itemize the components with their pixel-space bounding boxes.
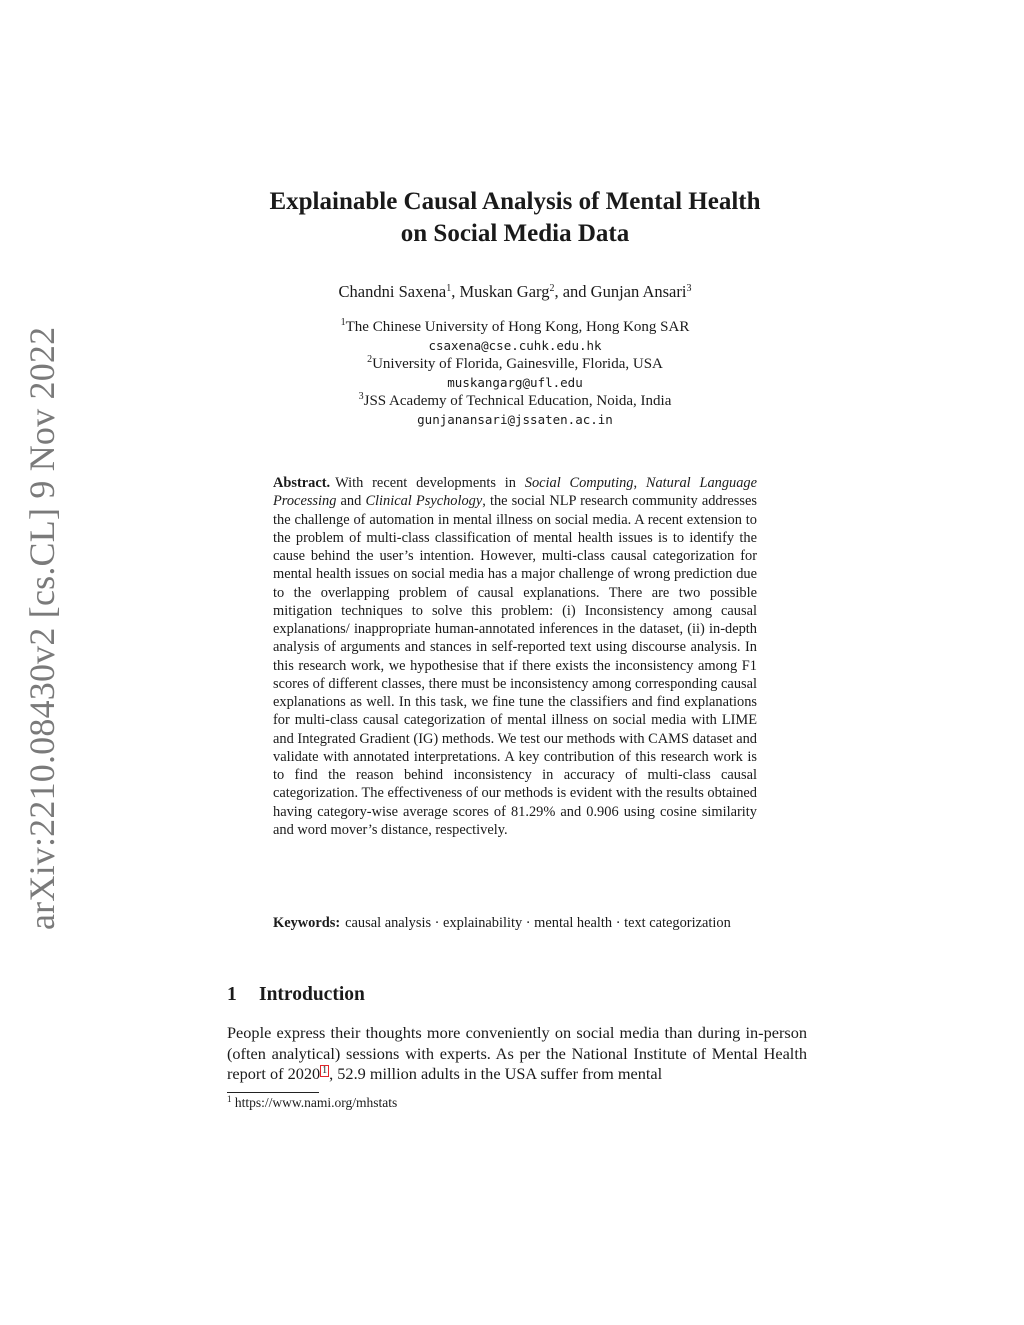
author-name: Chandni Saxena [338,282,447,301]
affiliation-name: JSS Academy of Technical Education, Noida, India [363,393,672,410]
abstract-text: , the social NLP research community addresses the challenge of automation in mental illness on social media. A recent extension to the problem of multi-class classification of mental health issues is to identify the cause behind the user’s intention. However, multi-class causal categorization for mental health issues on social media has a major challenge of wrong prediction due to the overlapping problem of causal explanations. There are two possible mitigation techniques to solve this problem: (i) Inconsistency among causal explanations/ inappropriate human-annotated inferences in the dataset, (ii) in-depth analysis of arguments and stances in self-reported text using discourse analysis. In this research work, we hypothesise that if there exists the inconsistency among F1 scores of different classes, there must be inconsistency among corresponding causal explanations as well. In this task, we fine tune the classifiers and find explanations for multi-class causal categorization of mental illness on social media with LIME and Integrated Gradient (IG) methods. We test our methods with CAMS dataset and validate with annotated interpretations. A key contribution of this research work is to find the reason behind inconsistency in accuracy of multi-class causal categorization. The effectiveness of our methods is evident with the results obtained having category-wise average scores of 81.29% and 0.906 using cosine similarity and word mover’s distance, respectively. [273,493,757,838]
keywords-text: causal analysis · explainability · mental health · text categorization [345,915,731,931]
author-list [220,282,810,302]
abstract-emphasis: Social Computing [524,475,634,491]
abstract-emphasis: Clinical Psychology [365,493,483,510]
affiliation [220,318,810,337]
author-email[interactable]: gunjanansari@jssaten.ac.in [417,411,613,427]
author-email[interactable]: csaxena@cse.cuhk.edu.hk [428,337,602,353]
author-affiliation-mark: 2 [549,283,555,294]
introduction-paragraph [227,1023,807,1085]
affiliation-number: 1 [340,317,346,328]
keywords-label: Keywords: [273,915,341,931]
section-heading [227,983,365,1007]
affiliation-name: University of Florida, Gainesville, Florida, USA [372,356,663,373]
author-name: Muskan Garg [459,282,550,301]
intro-text: People express their thoughts more conveniently on social media than during in-person (often analytical) sessions with experts. As per the National Institute of Mental Health report of 2020 [227,1023,807,1083]
affiliations [220,318,810,430]
footnote [227,1094,397,1112]
author-name: Gunjan Ansari [590,282,687,301]
abstract-label: Abstract. [273,475,331,491]
abstract-text: With recent developments in [335,475,525,491]
intro-text: , 52.9 million adults in the USA suffer from mental [329,1064,663,1083]
affiliation [220,392,810,411]
footnote-number: 1 [227,1094,232,1104]
arxiv-identifier-stamp: arXiv:2210.08430v2 [cs.CL] 9 Nov 2022 [22,326,62,930]
author-affiliation-mark: 1 [446,283,452,294]
keywords [273,914,757,932]
author-email[interactable]: muskangarg@ufl.edu [447,374,583,390]
section-number: 1 [227,984,237,1005]
author-affiliation-mark: 3 [686,283,692,294]
affiliation-number: 2 [367,354,373,366]
footnote-divider [227,1092,319,1093]
title-line-1: Explainable Causal Analysis of Mental Health [269,188,761,215]
paper-title [220,186,810,250]
footnote-url[interactable]: https://www.nami.org/mhstats [234,1095,398,1110]
author-separator: , and [554,282,591,301]
abstract-emphasis: Natural Language Processing [273,475,758,510]
footnote-reference-link[interactable]: 1 [322,1065,328,1076]
abstract-text: and [336,493,366,510]
abstract [273,474,757,839]
author-separator: , [451,282,460,301]
affiliation [220,355,810,374]
title-line-2: on Social Media Data [400,220,630,247]
abstract-text: , [633,475,646,491]
section-title: Introduction [259,984,365,1005]
affiliation-number: 3 [358,391,364,403]
affiliation-name: The Chinese University of Hong Kong, Hong Kong SAR [345,319,690,335]
